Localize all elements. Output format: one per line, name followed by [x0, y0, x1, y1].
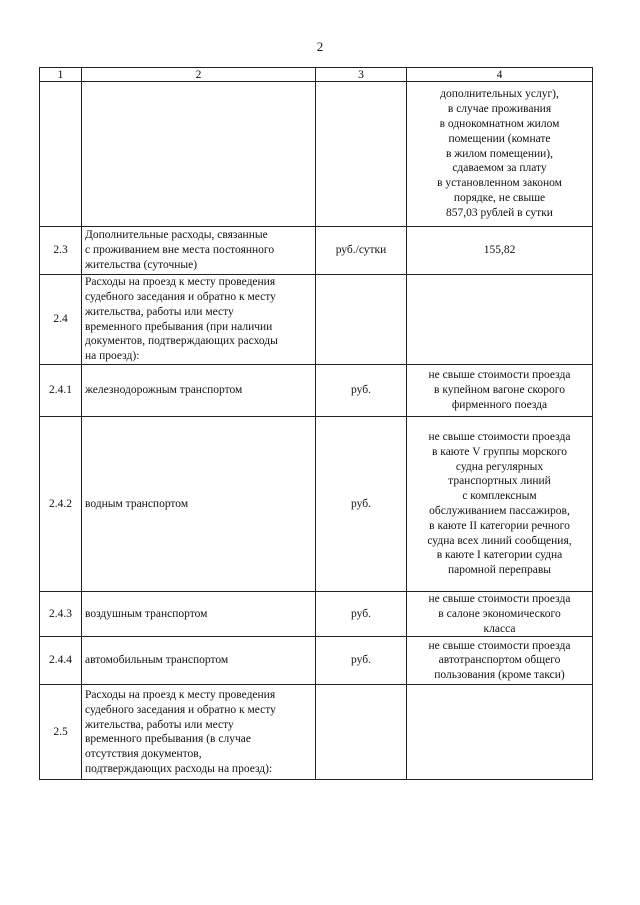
row-value: не свыше стоимости проезда в каюте V группы морского судна регулярных транспортных линий с комплексным обслуживанием пассажиров, в каюте II категории речного судна всех линий сообщения, в каюте I категории судна паромной переправы	[407, 417, 593, 592]
table-row	[40, 592, 593, 637]
column-header-1: 1	[40, 68, 82, 82]
row-unit	[316, 82, 407, 227]
row-name: железнодорожным транспортом	[82, 365, 316, 417]
table-row	[40, 227, 593, 275]
table-row	[40, 275, 593, 365]
table-row	[40, 637, 593, 685]
table-row	[40, 685, 593, 780]
table-row	[40, 82, 593, 227]
table-row	[40, 365, 593, 417]
expenses-table	[39, 67, 593, 780]
row-name	[82, 82, 316, 227]
row-number: 2.3	[40, 227, 82, 275]
row-unit: руб./сутки	[316, 227, 407, 275]
row-value: дополнительных услуг), в случае проживания в однокомнатном жилом помещении (комнате в жилом помещении), сдаваемом за плату в установленном законом порядке, не свыше 857,03 рублей в сутки	[407, 82, 593, 227]
row-value: 155,82	[407, 227, 593, 275]
row-value: не свыше стоимости проезда автотранспортом общего пользования (кроме такси)	[407, 637, 593, 685]
row-name: Расходы на проезд к месту проведения судебного заседания и обратно к месту жительства, работы или месту временного пребывания (при наличии документов, подтверждающих расходы на проезд):	[82, 275, 316, 365]
row-number: 2.4	[40, 275, 82, 365]
column-header-3: 3	[316, 68, 407, 82]
row-number: 2.5	[40, 685, 82, 780]
row-unit: руб.	[316, 417, 407, 592]
row-name: автомобильным транспортом	[82, 637, 316, 685]
row-value	[407, 685, 593, 780]
page-number: 2	[316, 39, 324, 54]
column-header-2: 2	[82, 68, 316, 82]
row-number: 2.4.3	[40, 592, 82, 637]
row-name: Расходы на проезд к месту проведения судебного заседания и обратно к месту жительства, работы или месту временного пребывания (в случае отсутствия документов, подтверждающих расходы на проезд):	[82, 685, 316, 780]
row-name: водным транспортом	[82, 417, 316, 592]
row-number: 2.4.4	[40, 637, 82, 685]
column-header-4: 4	[407, 68, 593, 82]
row-unit: руб.	[316, 365, 407, 417]
row-unit: руб.	[316, 637, 407, 685]
row-number: 2.4.1	[40, 365, 82, 417]
row-value: не свыше стоимости проезда в салоне экономического класса	[407, 592, 593, 637]
row-name: воздушным транспортом	[82, 592, 316, 637]
row-value	[407, 275, 593, 365]
row-unit: руб.	[316, 592, 407, 637]
table-header-row	[40, 68, 593, 82]
row-number	[40, 82, 82, 227]
row-number: 2.4.2	[40, 417, 82, 592]
row-unit	[316, 275, 407, 365]
row-name: Дополнительные расходы, связанные с проживанием вне места постоянного жительства (суточные)	[82, 227, 316, 275]
row-unit	[316, 685, 407, 780]
table-row	[40, 417, 593, 592]
row-value: не свыше стоимости проезда в купейном вагоне скорого фирменного поезда	[407, 365, 593, 417]
